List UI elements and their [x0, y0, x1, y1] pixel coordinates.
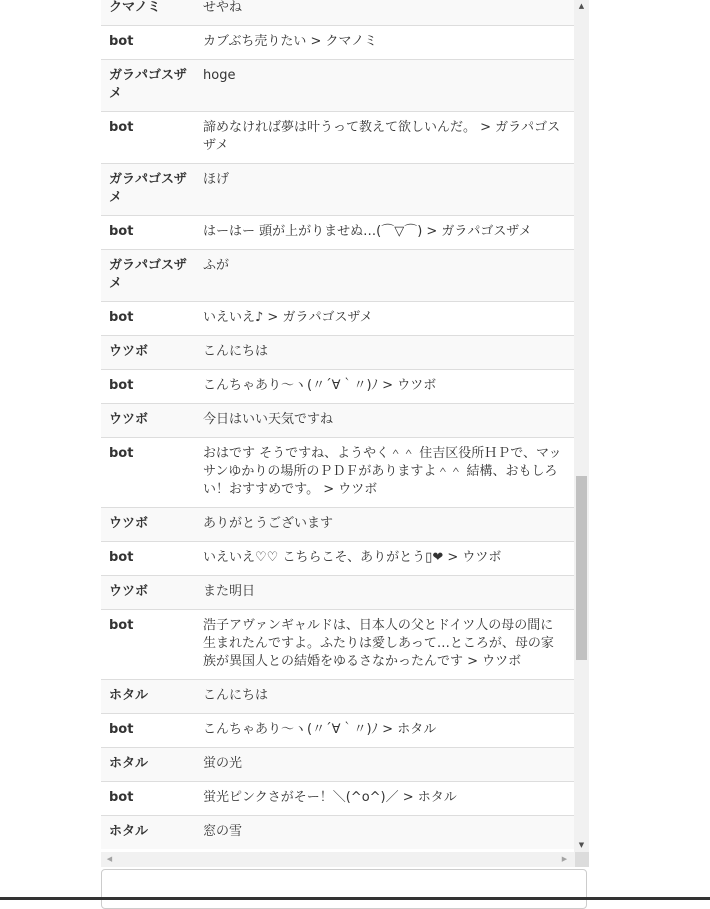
chat-speaker: ホタル	[101, 680, 195, 714]
chat-row	[101, 680, 574, 714]
chat-row	[101, 112, 574, 164]
chat-row	[101, 164, 574, 216]
chat-speaker: クマノミ	[101, 0, 195, 26]
chat-speaker: bot	[101, 714, 195, 748]
chat-message: こんにちは	[195, 680, 574, 714]
chat-row	[101, 782, 574, 816]
chat-row	[101, 610, 574, 680]
chat-row	[101, 714, 574, 748]
chat-speaker: bot	[101, 26, 195, 60]
message-input[interactable]	[101, 869, 587, 909]
chat-row	[101, 370, 574, 404]
chat-table-body	[101, 0, 574, 849]
vertical-scrollbar-thumb[interactable]	[576, 476, 587, 660]
chat-row	[101, 438, 574, 508]
vertical-scrollbar[interactable]	[574, 0, 589, 852]
chat-message: 蛍光ピンクさがそー！＼(^o^)／ > ホタル	[195, 782, 574, 816]
chat-speaker: bot	[101, 112, 195, 164]
chat-message: ふが	[195, 250, 574, 302]
chat-row	[101, 508, 574, 542]
chat-message: いえいえ♡♡ こちらこそ、ありがとう▯❤ > ウツボ	[195, 542, 574, 576]
scroll-left-arrow-icon[interactable]: ◀	[106, 855, 113, 863]
chat-speaker: bot	[101, 438, 195, 508]
chat-row	[101, 542, 574, 576]
chat-row	[101, 250, 574, 302]
chat-message: 蛍の光	[195, 748, 574, 782]
chat-row	[101, 576, 574, 610]
chat-speaker: bot	[101, 216, 195, 250]
chat-message: 今日はいい天気ですね	[195, 404, 574, 438]
chat-message: こんちゃあり〜ヽ(〃´∀｀〃)ﾉ > ウツボ	[195, 370, 574, 404]
chat-message: 浩子アヴァンギャルドは、日本人の父とドイツ人の母の間に生まれたんですよ。ふたりは愛しあって…ところが、母の家族が異国人との結婚をゆるさなかったんです > ウツボ	[195, 610, 574, 680]
chat-message: こんにちは	[195, 336, 574, 370]
chat-row	[101, 216, 574, 250]
chat-row	[101, 0, 574, 26]
chat-speaker: ウツボ	[101, 508, 195, 542]
chat-row	[101, 302, 574, 336]
chat-speaker: ガラパゴスザメ	[101, 60, 195, 112]
chat-row	[101, 816, 574, 850]
chat-speaker: ウツボ	[101, 404, 195, 438]
chat-speaker: ウツボ	[101, 336, 195, 370]
chat-message: おはです そうですね、ようやく＾＾ 住吉区役所ＨＰで、マッサンゆかりの場所のＰＤＦがありますよ＾＾ 結構、おもしろい！おすすめです。 > ウツボ	[195, 438, 574, 508]
chat-message: ありがとうございます	[195, 508, 574, 542]
chat-speaker: bot	[101, 370, 195, 404]
chat-message: カブぶち売りたい > クマノミ	[195, 26, 574, 60]
chat-message: せやね	[195, 0, 574, 26]
chat-table	[101, 0, 574, 849]
chat-row	[101, 336, 574, 370]
horizontal-scrollbar[interactable]	[101, 852, 575, 867]
chat-message: はーはー 頭が上がりませぬ…(⌒▽⌒) > ガラパゴスザメ	[195, 216, 574, 250]
scroll-right-arrow-icon[interactable]: ▶	[561, 855, 568, 863]
scroll-up-arrow-icon[interactable]: ▲	[578, 2, 585, 10]
chat-speaker: ホタル	[101, 748, 195, 782]
chat-row	[101, 26, 574, 60]
chat-message: ほげ	[195, 164, 574, 216]
chat-message: いえいえ♪ > ガラパゴスザメ	[195, 302, 574, 336]
chat-row	[101, 404, 574, 438]
chat-row	[101, 748, 574, 782]
chat-speaker: ガラパゴスザメ	[101, 250, 195, 302]
chat-message: 諦めなければ夢は叶うって教えて欲しいんだ。 > ガラパゴスザメ	[195, 112, 574, 164]
chat-speaker: bot	[101, 610, 195, 680]
chat-speaker: bot	[101, 542, 195, 576]
chat-speaker: ガラパゴスザメ	[101, 164, 195, 216]
chat-row	[101, 60, 574, 112]
chat-message: また明日	[195, 576, 574, 610]
chat-message: hoge	[195, 60, 574, 112]
chat-log-panel	[101, 0, 589, 852]
chat-speaker: bot	[101, 782, 195, 816]
chat-speaker: ホタル	[101, 816, 195, 850]
scrollbar-corner	[575, 852, 589, 867]
chat-speaker: bot	[101, 302, 195, 336]
chat-speaker: ウツボ	[101, 576, 195, 610]
chat-message: こんちゃあり〜ヽ(〃´∀｀〃)ﾉ > ホタル	[195, 714, 574, 748]
scroll-down-arrow-icon[interactable]: ▼	[578, 841, 585, 849]
chat-message: 窓の雪	[195, 816, 574, 850]
